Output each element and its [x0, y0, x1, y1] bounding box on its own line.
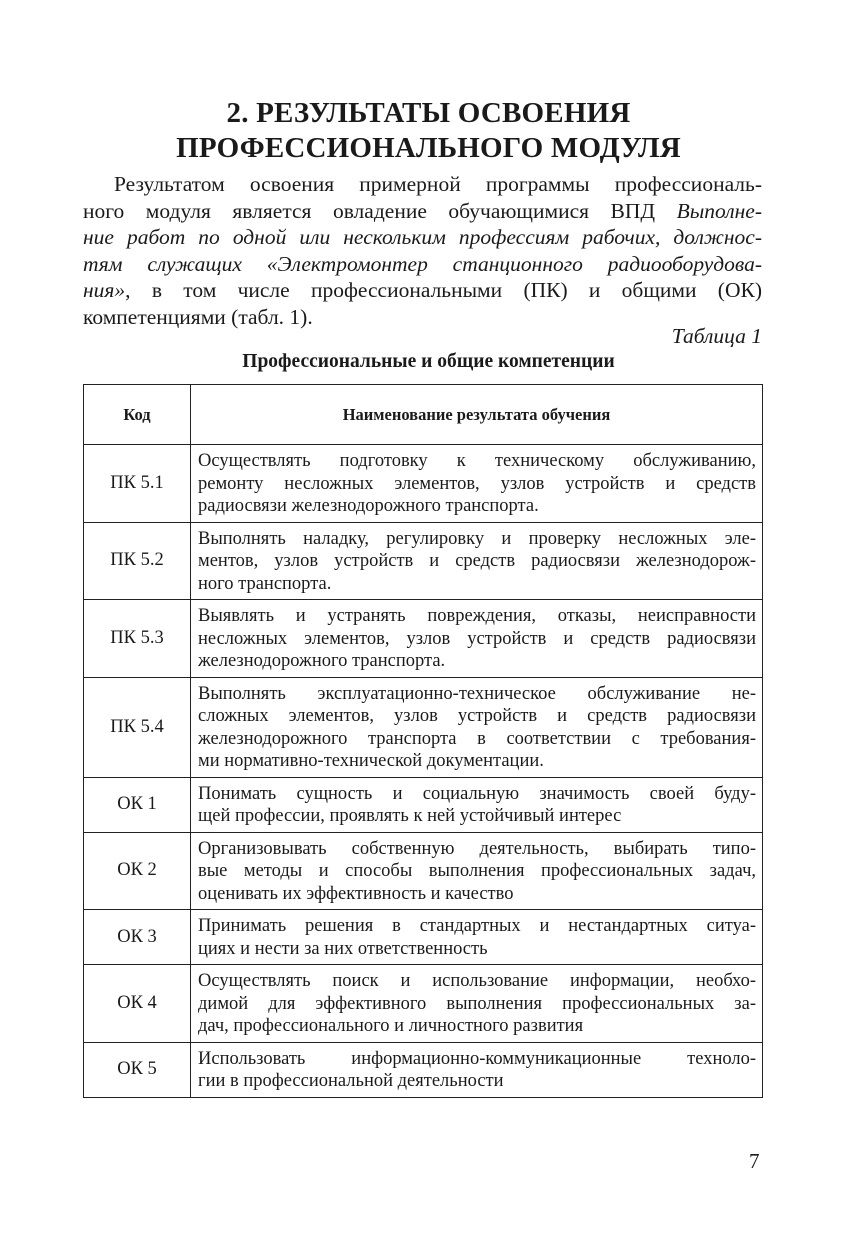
paragraph-italic-text: тям служащих «Электромонтер станционного радиооборудова- [83, 251, 762, 276]
table-row [84, 522, 763, 600]
competency-description [191, 677, 763, 777]
section-heading-line-2: ПРОФЕССИОНАЛЬНОГО МОДУЛЯ [176, 132, 681, 164]
description-line: оценивать их эффективность и качество [198, 883, 514, 904]
paragraph-line: компетенциями (табл. 1). [83, 304, 313, 329]
paragraph-line: Результатом освоения примерной программы профессиональ- [114, 172, 762, 196]
paragraph-text: , в том числе профессиональными (ПК) и общими (ОК) [125, 278, 762, 302]
intro-paragraph [83, 171, 762, 330]
section-heading [0, 96, 857, 166]
description-line: сложных элементов, узлов устройств и средств радиосвязи [198, 706, 756, 726]
competency-description [191, 445, 763, 523]
description-line: Выполнять эксплуатационно-техническое обслуживание не- [198, 683, 756, 704]
competency-code: ОК 3 [84, 910, 191, 965]
competency-code: ОК 2 [84, 832, 191, 910]
description-line: радиосвязи железнодорожного транспорта. [198, 496, 539, 516]
competency-description [191, 965, 763, 1043]
description-line: ментов, узлов устройств и средств радиосвязи железнодорож- [198, 551, 756, 571]
competencies-table [83, 384, 763, 1098]
table-row [84, 1042, 763, 1097]
description-line: дач, профессионального и личностного развития [198, 1016, 584, 1036]
competency-code: ПК 5.2 [84, 522, 191, 600]
table-row [84, 445, 763, 523]
competency-code: ПК 5.3 [84, 600, 191, 678]
competency-description [191, 522, 763, 600]
column-header-code: Код [84, 385, 191, 445]
competency-description [191, 910, 763, 965]
description-line: Осуществлять подготовку к техническому обслуживанию, [198, 451, 756, 471]
section-heading-line-1: 2. РЕЗУЛЬТАТЫ ОСВОЕНИЯ [226, 97, 631, 129]
paragraph-line [83, 277, 762, 304]
description-line: Использовать информационно-коммуникационные техноло- [198, 1048, 756, 1069]
table-body [84, 445, 763, 1098]
competency-code: ОК 5 [84, 1042, 191, 1097]
paragraph-italic-text: ние работ по одной или нескольким профессиям рабочих, должнос- [83, 225, 762, 249]
table-row [84, 777, 763, 832]
description-line: ного транспорта. [198, 573, 332, 594]
competency-description [191, 832, 763, 910]
table-header-row [84, 385, 763, 445]
description-line: гии в профессиональной деятельности [198, 1071, 504, 1091]
description-line: Понимать сущность и социальную значимость своей буду- [198, 783, 756, 804]
competency-description [191, 1042, 763, 1097]
table-caption: Профессиональные и общие компетенции [242, 351, 615, 372]
description-line: Осуществлять поиск и использование информации, необхо- [198, 971, 756, 991]
competency-description [191, 600, 763, 678]
table-row [84, 832, 763, 910]
description-line: димой для эффективного выполнения профессиональных за- [198, 993, 756, 1014]
table-row [84, 600, 763, 678]
description-line: несложных элементов, узлов устройств и средств радиосвязи [198, 628, 756, 649]
competency-code: ПК 5.1 [84, 445, 191, 523]
paragraph-text: ного модуля является овладение обучающимися ВПД [83, 198, 677, 223]
description-line: железнодорожного транспорта. [198, 651, 446, 671]
competency-code: ОК 1 [84, 777, 191, 832]
table-row [84, 677, 763, 777]
description-line: железнодорожного транспорта в соответствии с требования- [198, 728, 756, 749]
competency-description [191, 777, 763, 832]
paragraph-italic-text: ния» [83, 278, 126, 302]
description-line: щей профессии, проявлять к ней устойчивый интерес [198, 806, 622, 826]
table-row [84, 965, 763, 1043]
description-line: Организовывать собственную деятельность, выбирать типо- [198, 838, 756, 859]
paragraph-line [83, 198, 762, 225]
description-line: ми нормативно-технической документации. [198, 751, 544, 771]
description-line: циях и нести за них ответственность [198, 938, 488, 959]
table-row [84, 910, 763, 965]
competency-code: ОК 4 [84, 965, 191, 1043]
column-header-name: Наименование результата обучения [191, 385, 763, 445]
table-number-label: Таблица 1 [671, 324, 762, 348]
description-line: Принимать решения в стандартных и нестандартных ситуа- [198, 916, 756, 936]
description-line: вые методы и способы выполнения профессиональных задач, [198, 861, 756, 881]
description-line: ремонту несложных элементов, узлов устройств и средств [198, 473, 756, 494]
competency-code: ПК 5.4 [84, 677, 191, 777]
paragraph-line [83, 224, 762, 251]
description-line: Выявлять и устранять повреждения, отказы, неисправности [198, 606, 756, 626]
paragraph-italic-text: Выполне- [676, 198, 762, 223]
page-number: 7 [749, 1149, 760, 1173]
description-line: Выполнять наладку, регулировку и проверку несложных эле- [198, 528, 756, 549]
paragraph-line [83, 251, 762, 278]
